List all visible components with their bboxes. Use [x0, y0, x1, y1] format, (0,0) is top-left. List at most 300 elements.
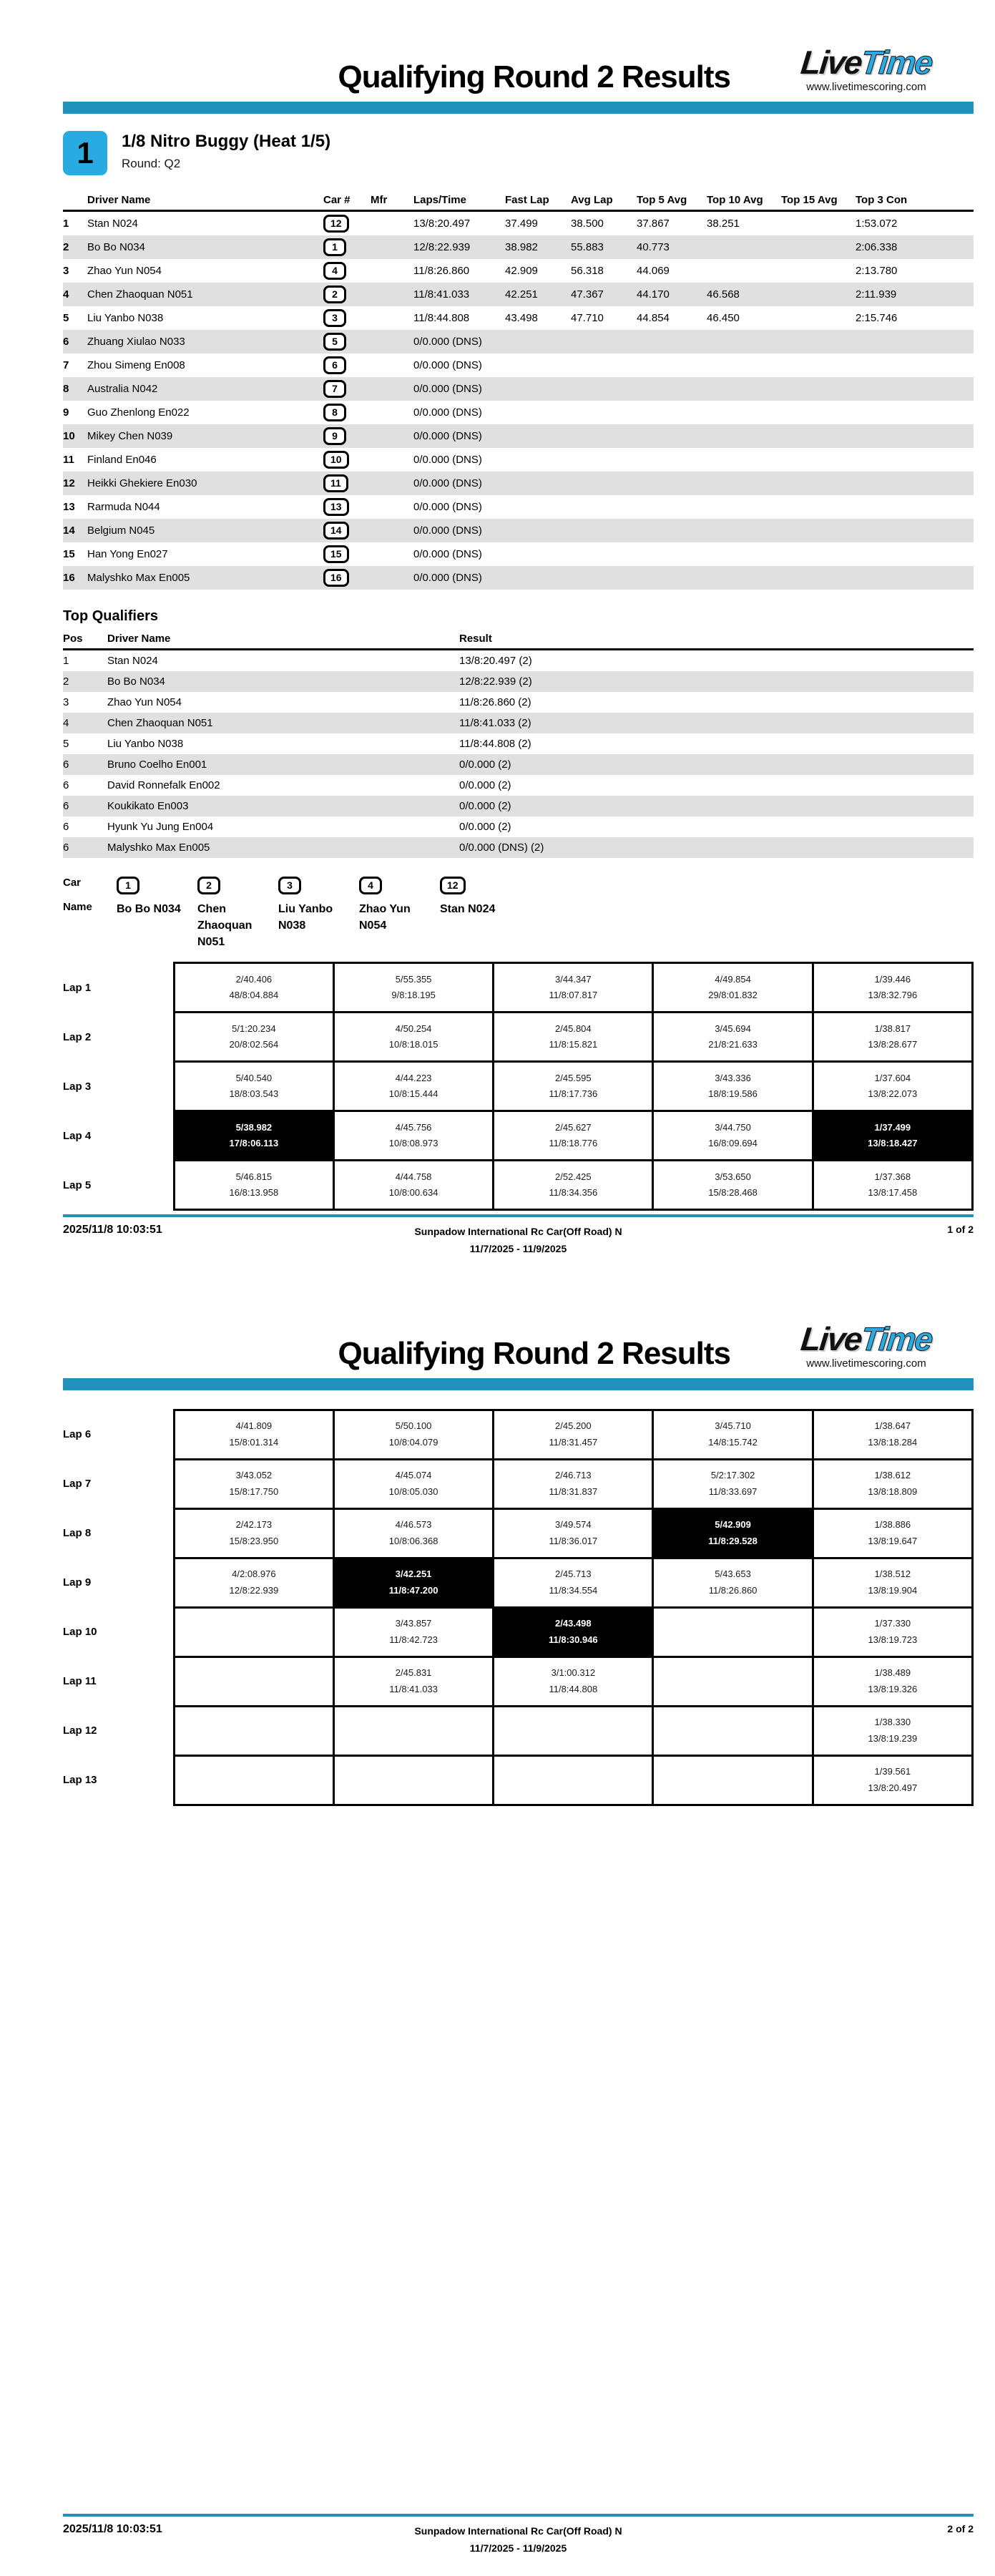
tq-row: [63, 754, 974, 775]
footer-event-dates: 11/7/2025 - 11/9/2025: [469, 2542, 567, 2555]
result-top3-con: [856, 472, 974, 495]
car-row-label: Car: [63, 876, 82, 889]
lap-pace-projection: 10/8:00.634: [388, 1187, 438, 1199]
result-row: [63, 259, 974, 283]
result-fast-lap: [505, 519, 571, 542]
lap-chart-driver-name: Chen Zhaoquan N051: [197, 902, 253, 949]
lap-pace-projection: 13/8:20.497: [868, 1782, 918, 1793]
page-header: [63, 1277, 974, 1370]
lap-pace-projection: 15/8:01.314: [229, 1436, 279, 1448]
lap-pace-projection: 16/8:09.694: [708, 1138, 758, 1149]
logo-url: www.livetimescoring.com: [806, 1357, 926, 1370]
lap-cell: [333, 1508, 493, 1558]
tq-result: 0/0.000 (2): [459, 820, 511, 833]
lap-pace-projection: 15/8:17.750: [229, 1485, 279, 1497]
lap-position-time: 3/43.857: [395, 1617, 432, 1629]
result-pos: 3: [63, 264, 69, 277]
result-car-cell: [323, 472, 371, 495]
result-top10-avg: [707, 235, 781, 259]
lap-position-time: 1/38.886: [874, 1518, 911, 1530]
lap-row: [63, 963, 973, 1013]
lap-cell: [333, 1111, 493, 1161]
lap-cell: [494, 1755, 653, 1805]
tq-pos: 3: [63, 696, 69, 708]
result-top5-avg: 44.069: [637, 264, 670, 277]
lap-chart-name-col: [359, 901, 440, 934]
result-pos: 15: [63, 547, 75, 560]
result-top5-avg: [637, 353, 707, 377]
lap-cell: [653, 1607, 813, 1657]
footer-timestamp: 2025/11/8 10:03:51: [63, 1224, 162, 1236]
lap-cell: [813, 1161, 972, 1210]
lap-cell: [813, 1558, 972, 1607]
result-mfr: [371, 353, 413, 377]
tq-result: 11/8:41.033 (2): [459, 716, 531, 729]
lap-cell: [333, 1657, 493, 1706]
result-row: [63, 235, 974, 259]
lap-position-time: 5/1:20.234: [232, 1023, 276, 1034]
result-row: [63, 448, 974, 472]
lap-pace-projection: 16/8:13.958: [229, 1187, 279, 1199]
lap-position-time: 4/45.756: [395, 1121, 432, 1133]
result-pos: 16: [63, 571, 75, 584]
tq-col-header: Result: [459, 629, 974, 650]
lap-pace-projection: 13/8:19.239: [868, 1732, 918, 1744]
tq-row: [63, 837, 974, 858]
car-number-badge: 3: [323, 309, 346, 327]
result-row: [63, 566, 974, 590]
result-fast-lap: [505, 401, 571, 424]
tq-row: [63, 692, 974, 713]
lap-position-time: 3/45.694: [715, 1023, 751, 1034]
result-top10-avg: [707, 495, 781, 519]
result-top3-con: [856, 448, 974, 472]
tq-result: 11/8:26.860 (2): [459, 696, 531, 708]
result-fast-lap: [505, 424, 571, 448]
result-top10-avg: [707, 519, 781, 542]
result-mfr: [371, 519, 413, 542]
result-driver-name: Liu Yanbo N038: [87, 311, 164, 324]
result-laps-time: 0/0.000 (DNS): [413, 571, 482, 584]
results-col-header: Fast Lap: [505, 190, 571, 211]
tq-pos: 6: [63, 758, 69, 771]
tq-row: [63, 775, 974, 796]
lap-position-time: 3/53.650: [715, 1171, 751, 1182]
page-2: [0, 1277, 995, 2576]
lap-cell: [333, 1062, 493, 1111]
result-pos: 9: [63, 406, 69, 419]
result-row: [63, 495, 974, 519]
lap-chart-car-row: [63, 877, 974, 894]
page-title: Qualifying Round 2 Results: [338, 1335, 730, 1371]
tq-pos: 4: [63, 716, 69, 729]
result-pos: 10: [63, 429, 75, 442]
result-top10-avg: [707, 353, 781, 377]
result-fast-lap: [505, 542, 571, 566]
result-row: [63, 472, 974, 495]
result-top5-avg: [637, 330, 707, 353]
result-fast-lap: [505, 330, 571, 353]
result-row: [63, 283, 974, 306]
lap-position-time: 3/44.347: [555, 973, 592, 985]
lap-row: [63, 1111, 973, 1161]
result-top3-con: 2:06.338: [856, 240, 898, 253]
results-table-head: [63, 190, 974, 211]
result-top5-avg: 37.867: [637, 217, 670, 230]
lap-row: [63, 1508, 973, 1558]
result-avg-lap: 56.318: [571, 264, 604, 277]
lap-row-label: Lap 8: [63, 1527, 92, 1540]
result-top10-avg: [707, 259, 781, 283]
car-number-badge: 7: [323, 380, 346, 398]
car-number-badge: 4: [323, 262, 346, 280]
lap-pace-projection: 18/8:03.543: [229, 1088, 279, 1100]
lap-position-time: 5/42.909: [715, 1518, 751, 1530]
tq-col-header: Pos: [63, 629, 107, 650]
result-top5-avg: [637, 448, 707, 472]
lap-cell: [333, 1161, 493, 1210]
lap-cell-fastest: [813, 1111, 972, 1161]
lap-chart-table-page1: [63, 962, 974, 1211]
page-footer: [63, 2514, 974, 2557]
lap-pace-projection: 13/8:19.723: [868, 1634, 918, 1645]
lap-chart-driver-name: Stan N024: [440, 902, 496, 915]
result-row: [63, 519, 974, 542]
result-fast-lap: [505, 377, 571, 401]
lap-pace-projection: 13/8:19.326: [868, 1683, 918, 1694]
result-top5-avg: 40.773: [637, 240, 670, 253]
lap-cell: [653, 1161, 813, 1210]
lap-position-time: 1/38.330: [874, 1716, 911, 1727]
tq-header-row: [63, 629, 974, 650]
lap-row-label: Lap 7: [63, 1478, 92, 1491]
result-mfr: [371, 401, 413, 424]
lap-row-label: Lap 5: [63, 1179, 92, 1191]
lap-cell: [813, 963, 972, 1013]
lap-position-time: 3/43.336: [715, 1072, 751, 1083]
result-mfr: [371, 259, 413, 283]
lap-pace-projection: 18/8:19.586: [708, 1088, 758, 1100]
lap-cell: [333, 963, 493, 1013]
result-top3-con: [856, 377, 974, 401]
result-top3-con: [856, 495, 974, 519]
lap-pace-projection: 13/8:17.458: [868, 1187, 918, 1199]
footer-page-number: 1 of 2: [947, 1224, 974, 1236]
lap-position-time: 1/38.647: [874, 1420, 911, 1431]
lap-row-label: Lap 3: [63, 1080, 92, 1093]
result-driver-name: Finland En046: [87, 453, 157, 466]
lap-pace-projection: 14/8:15.742: [708, 1436, 758, 1448]
lap-pace-projection: 9/8:18.195: [391, 990, 436, 1001]
result-driver-name: Guo Zhenlong En022: [87, 406, 190, 419]
lap-cell: [813, 1410, 972, 1459]
result-mfr: [371, 472, 413, 495]
lap-pace-projection: 12/8:22.939: [229, 1584, 279, 1596]
result-row: [63, 401, 974, 424]
car-number-badge: 15: [323, 545, 349, 563]
tq-driver-name: David Ronnefalk En002: [107, 779, 220, 791]
lap-row-label: Lap 2: [63, 1030, 92, 1043]
lap-pace-projection: 13/8:19.904: [868, 1584, 918, 1596]
lap-position-time: 3/43.052: [235, 1469, 273, 1480]
lap-pace-projection: 29/8:01.832: [708, 990, 758, 1001]
result-driver-name: Heikki Ghekiere En030: [87, 477, 197, 489]
tq-row: [63, 671, 974, 692]
lap-chart-car-col: [197, 877, 278, 894]
car-number-badge: 2: [323, 286, 346, 303]
tq-pos: 6: [63, 820, 69, 833]
tq-col-header: Driver Name: [107, 629, 459, 650]
result-row: [63, 353, 974, 377]
tq-driver-name: Zhao Yun N054: [107, 696, 182, 708]
lap-pace-projection: 11/8:18.776: [549, 1138, 598, 1149]
tq-row: [63, 816, 974, 837]
result-mfr: [371, 210, 413, 235]
result-top15-avg: [781, 401, 856, 424]
lap-cell: [494, 1558, 653, 1607]
lap-pace-projection: 17/8:06.113: [229, 1138, 279, 1149]
results-header-row: [63, 190, 974, 211]
lap-cell: [174, 1508, 333, 1558]
lap-cell: [174, 1161, 333, 1210]
tq-driver-name: Bruno Coelho En001: [107, 758, 207, 771]
result-top10-avg: [707, 566, 781, 590]
lap-pace-projection: 10/8:06.368: [388, 1535, 438, 1546]
lap-chart-header: [63, 877, 974, 951]
result-car-cell: [323, 519, 371, 542]
result-pos: 2: [63, 240, 69, 253]
lap-cell: [494, 1013, 653, 1062]
tq-row: [63, 733, 974, 754]
lap-cell: [174, 1558, 333, 1607]
tq-driver-name: Liu Yanbo N038: [107, 737, 184, 750]
result-laps-time: 0/0.000 (DNS): [413, 406, 482, 419]
lap-chart-car-col: [117, 877, 197, 894]
results-col-header: Avg Lap: [571, 190, 637, 211]
results-table: [63, 190, 974, 590]
result-driver-name: Belgium N045: [87, 524, 155, 537]
result-top10-avg: 38.251: [707, 217, 740, 230]
lap-position-time: 4/44.223: [395, 1072, 432, 1083]
lap-cell: [494, 1111, 653, 1161]
result-fast-lap: 42.909: [505, 264, 538, 277]
result-car-cell: [323, 401, 371, 424]
lap-chart-name-row: [63, 901, 974, 951]
result-mfr: [371, 424, 413, 448]
result-top10-avg: [707, 330, 781, 353]
results-col-blank: [63, 190, 87, 211]
tq-pos: 5: [63, 737, 69, 750]
lap-pace-projection: 10/8:05.030: [388, 1485, 438, 1497]
lap-cell: [494, 1459, 653, 1508]
footer-event-block: [278, 1224, 759, 1258]
result-driver-name: Stan N024: [87, 217, 138, 230]
lap-row: [63, 1410, 973, 1459]
results-col-header: Top 15 Avg: [781, 190, 856, 211]
result-top3-con: [856, 542, 974, 566]
car-number-badge: 6: [323, 356, 346, 374]
lap-position-time: 3/49.574: [555, 1518, 592, 1530]
lap-position-time: 4/49.854: [715, 973, 751, 985]
result-row: [63, 377, 974, 401]
page-header: [63, 0, 974, 93]
tq-driver-name: Malyshko Max En005: [107, 841, 210, 854]
result-top15-avg: [781, 472, 856, 495]
car-number-badge: 8: [323, 404, 346, 421]
result-top10-avg: 46.450: [707, 311, 740, 324]
result-laps-time: 0/0.000 (DNS): [413, 500, 482, 513]
lap-cell: [653, 1706, 813, 1755]
result-avg-lap: 55.883: [571, 240, 604, 253]
lap-row-label: Lap 4: [63, 1129, 92, 1142]
result-top3-con: [856, 401, 974, 424]
result-pos: 11: [63, 453, 74, 466]
lap-cell: [174, 1607, 333, 1657]
lap-position-time: 1/38.489: [874, 1667, 911, 1678]
lap-position-time: 3/45.710: [715, 1420, 751, 1431]
result-pos: 6: [63, 335, 69, 348]
result-avg-lap: [571, 377, 637, 401]
result-top3-con: 1:53.072: [856, 217, 898, 230]
lap-table-body: [63, 963, 973, 1210]
lap-pace-projection: 10/8:18.015: [388, 1039, 438, 1050]
result-top15-avg: [781, 259, 856, 283]
result-car-cell: [323, 448, 371, 472]
result-top10-avg: [707, 542, 781, 566]
top-qualifiers-heading: Top Qualifiers: [63, 608, 158, 624]
lap-cell: [174, 1013, 333, 1062]
lap-row: [63, 1706, 973, 1755]
result-laps-time: 0/0.000 (DNS): [413, 453, 482, 466]
result-top3-con: [856, 519, 974, 542]
car-number-badge: 11: [323, 474, 348, 492]
result-fast-lap: [505, 472, 571, 495]
car-number-badge: 13: [323, 498, 349, 516]
result-driver-name: Han Yong En027: [87, 547, 168, 560]
result-top5-avg: [637, 566, 707, 590]
tq-driver-name: Koukikato En003: [107, 799, 189, 812]
tq-pos: 6: [63, 841, 69, 854]
result-car-cell: [323, 542, 371, 566]
lap-row-label: Lap 13: [63, 1774, 97, 1787]
lap-pace-projection: 11/8:42.723: [389, 1634, 438, 1645]
lap-position-time: 5/43.653: [715, 1568, 751, 1579]
heat-number-box: 1: [63, 131, 107, 175]
result-top5-avg: [637, 495, 707, 519]
result-driver-name: Zhao Yun N054: [87, 264, 162, 277]
result-row: [63, 210, 974, 235]
tq-row: [63, 713, 974, 733]
lap-chart-name-col: [197, 901, 278, 951]
result-top3-con: [856, 566, 974, 590]
lap-position-time: 2/45.595: [555, 1072, 592, 1083]
lap-position-time: 5/38.982: [235, 1121, 273, 1133]
results-col-header: Top 5 Avg: [637, 190, 707, 211]
result-driver-name: Rarmuda N044: [87, 500, 160, 513]
tq-driver-name: Stan N024: [107, 654, 158, 667]
lap-chart-car-col: [440, 877, 521, 894]
result-top5-avg: [637, 542, 707, 566]
lap-cell-fastest: [494, 1607, 653, 1657]
lap-cell: [653, 963, 813, 1013]
tq-table-head: [63, 629, 974, 650]
result-avg-lap: [571, 495, 637, 519]
heat-title-block: [122, 131, 330, 171]
lap-position-time: 2/52.425: [555, 1171, 592, 1182]
result-fast-lap: [505, 566, 571, 590]
lap-cell: [494, 1062, 653, 1111]
lap-chart-driver-name: Zhao Yun N054: [359, 902, 411, 932]
lap-cell: [174, 1062, 333, 1111]
lap-row: [63, 1013, 973, 1062]
lap-pace-projection: 48/8:04.884: [229, 990, 279, 1001]
tq-result: 13/8:20.497 (2): [459, 654, 532, 667]
lap-cell: [333, 1706, 493, 1755]
result-top15-avg: [781, 448, 856, 472]
lap-row: [63, 1459, 973, 1508]
lap-position-time: 1/38.512: [874, 1568, 911, 1579]
lap-position-time: 2/45.627: [555, 1121, 592, 1133]
result-car-cell: [323, 424, 371, 448]
result-car-cell: [323, 306, 371, 330]
car-number-badge: 12: [323, 215, 349, 233]
result-mfr: [371, 566, 413, 590]
lap-cell: [653, 1657, 813, 1706]
page-footer: [63, 1214, 974, 1258]
lap-position-time: 4/44.758: [395, 1171, 432, 1182]
lap-cell: [813, 1706, 972, 1755]
result-top5-avg: [637, 401, 707, 424]
lap-row-label: Lap 9: [63, 1576, 92, 1589]
result-top15-avg: [781, 495, 856, 519]
lap-row: [63, 1657, 973, 1706]
result-pos: 1: [63, 217, 69, 230]
tq-pos: 1: [63, 654, 69, 667]
lap-cell: [174, 1410, 333, 1459]
lap-cell: [653, 1111, 813, 1161]
result-row: [63, 330, 974, 353]
result-fast-lap: 43.498: [505, 311, 538, 324]
result-car-cell: [323, 495, 371, 519]
lap-chart-car-col: [359, 877, 440, 894]
lap-position-time: 2/46.713: [555, 1469, 592, 1480]
lap-cell-fastest: [174, 1111, 333, 1161]
car-number-badge: 1: [323, 238, 346, 256]
tq-result: 0/0.000 (DNS) (2): [459, 841, 544, 854]
tq-pos: 6: [63, 799, 69, 812]
tq-result: 11/8:44.808 (2): [459, 737, 531, 750]
car-number-badge: 2: [197, 877, 220, 894]
lap-position-time: 1/39.561: [874, 1765, 911, 1777]
page-title: Qualifying Round 2 Results: [338, 59, 730, 94]
tq-result: 0/0.000 (2): [459, 779, 511, 791]
result-driver-name: Mikey Chen N039: [87, 429, 173, 442]
result-mfr: [371, 377, 413, 401]
result-top10-avg: 46.568: [707, 288, 740, 301]
result-row: [63, 306, 974, 330]
lap-cell: [494, 1706, 653, 1755]
lap-cell: [653, 1013, 813, 1062]
results-col-header: Driver Name: [87, 190, 323, 211]
lap-row-label: Lap 11: [63, 1675, 97, 1688]
result-top10-avg: [707, 448, 781, 472]
lap-position-time: 3/44.750: [715, 1121, 751, 1133]
lap-position-time: 2/40.406: [235, 973, 273, 985]
lap-pace-projection: 11/8:44.808: [549, 1683, 598, 1694]
name-row-label: Name: [63, 900, 92, 913]
tq-pos: 6: [63, 779, 69, 791]
result-avg-lap: [571, 542, 637, 566]
